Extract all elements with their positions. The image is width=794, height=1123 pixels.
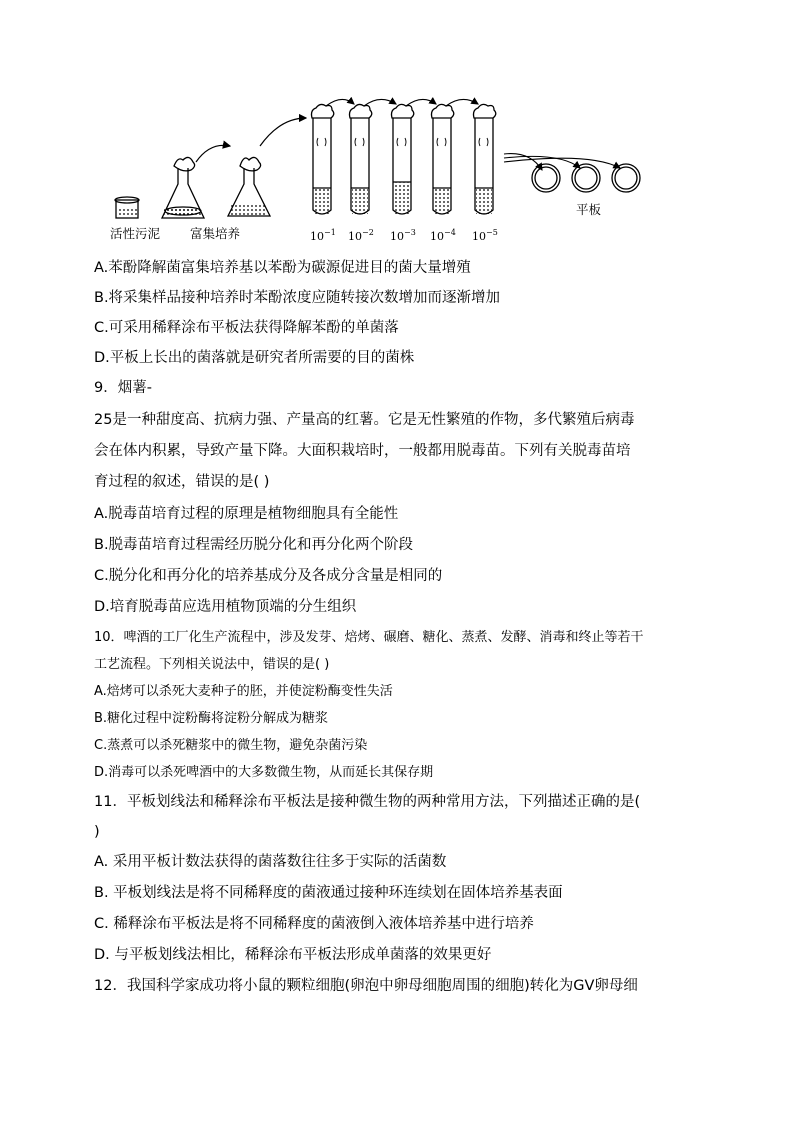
q8-option-b: B.将采集样品接种培养时苯酚浓度应随转接次数增加而逐渐增加 — [94, 290, 501, 306]
q9-option-a: A.脱毒苗培育过程的原理是植物细胞具有全能性 — [94, 506, 399, 522]
plate-3-icon — [612, 164, 640, 192]
transfer-arrow-1 — [326, 99, 354, 106]
test-tube-2-icon — [350, 104, 372, 214]
transfer-arrow-4 — [446, 99, 478, 106]
q9-option-c: C.脱分化和再分化的培养基成分及各成分含量是相同的 — [94, 568, 443, 584]
sludge-beaker-icon — [115, 197, 139, 218]
q10-stem-line-2: 工艺流程。下列相关说法中，错误的是( ) — [94, 657, 330, 672]
q10-option-d: D.消毒可以杀死啤酒中的大多数微生物，从而延长其保存期 — [94, 765, 434, 780]
test-tube-1-icon — [312, 104, 334, 214]
q10-option-c: C.蒸煮可以杀死糖浆中的微生物，避免杂菌污染 — [94, 738, 368, 753]
q9-stem-line-2: 会在体内积累，导致产量下降。大面积栽培时，一般都用脱毒苗。下列有关脱毒苗培 — [94, 443, 631, 459]
q8-option-d: D.平板上长出的菌落就是研究者所需要的目的菌株 — [94, 350, 415, 366]
plate-2-icon — [572, 164, 600, 192]
dilution-label-2: $10^{-2}$ — [348, 228, 374, 243]
q9-option-d: D.培育脱毒苗应选用植物顶端的分生组织 — [94, 599, 357, 615]
q9-option-b: B.脱毒苗培育过程需经历脱分化和再分化两个阶段 — [94, 537, 414, 553]
label-enrichment: 富集培养 — [190, 226, 241, 241]
enrichment-flask-1-icon — [162, 157, 204, 218]
q9-heading: 9．烟薯- — [94, 380, 152, 396]
label-sludge: 活性污泥 — [110, 226, 161, 241]
transfer-arrow-2 — [364, 99, 396, 106]
dilution-label-4: $10^{-4}$ — [430, 228, 456, 243]
test-tube-3-icon — [392, 104, 414, 214]
q9-stem-line-1: 25是一种甜度高、抗病力强、产量高的红薯。它是无性繁殖的作物，多代繁殖后病毒 — [94, 412, 635, 428]
q12-stem-line-1: 12．我国科学家成功将小鼠的颗粒细胞(卵泡中卵母细胞周围的细胞)转化为GV卵母细 — [94, 978, 638, 994]
dilution-label-1: $10^{-1}$ — [310, 228, 336, 243]
test-tubes — [312, 99, 496, 214]
q11-stem-line-2: ) — [94, 824, 100, 840]
q8-option-a: A.苯酚降解菌富集培养基以苯酚为碳源促进目的菌大量增殖 — [94, 260, 471, 276]
q11-option-a: A. 采用平板计数法获得的菌落数往往多于实际的活菌数 — [94, 854, 447, 870]
experiment-figure — [110, 96, 670, 246]
label-plate: 平板 — [576, 202, 602, 217]
dilution-label-5: $10^{-5}$ — [472, 228, 498, 243]
q11-option-b: B. 平板划线法是将不同稀释度的菌液通过接种环连续划在固体培养基表面 — [94, 885, 563, 901]
dilution-label-3: $10^{-3}$ — [390, 228, 416, 243]
q10-stem-line-1: 10．啤酒的工厂化生产流程中，涉及发芽、焙烤、碾磨、糖化、蒸煮、发酵、消毒和终止等若干 — [94, 630, 644, 645]
q10-option-b: B.糖化过程中淀粉酶将淀粉分解成为糖浆 — [94, 711, 329, 726]
q9-stem-line-3: 育过程的叙述，错误的是( ) — [94, 474, 270, 490]
q11-stem-line-1: 11．平板划线法和稀释涂布平板法是接种微生物的两种常用方法，下列描述正确的是( — [94, 794, 641, 810]
q8-option-c: C.可采用稀释涂布平板法获得降解苯酚的单菌落 — [94, 320, 399, 336]
transfer-arrow-3 — [406, 99, 436, 106]
q10-option-a: A.焙烤可以杀死大麦种子的胚，并使淀粉酶变性失活 — [94, 684, 393, 699]
q11-option-d: D. 与平板划线法相比，稀释涂布平板法形成单菌落的效果更好 — [94, 947, 492, 963]
q11-option-c: C. 稀释涂布平板法是将不同稀释度的菌液倒入液体培养基中进行培养 — [94, 916, 534, 932]
test-tube-5-icon — [474, 104, 496, 214]
plate-1-icon — [532, 164, 560, 192]
enrichment-flask-2-icon — [228, 157, 270, 216]
test-tube-4-icon — [432, 104, 454, 214]
